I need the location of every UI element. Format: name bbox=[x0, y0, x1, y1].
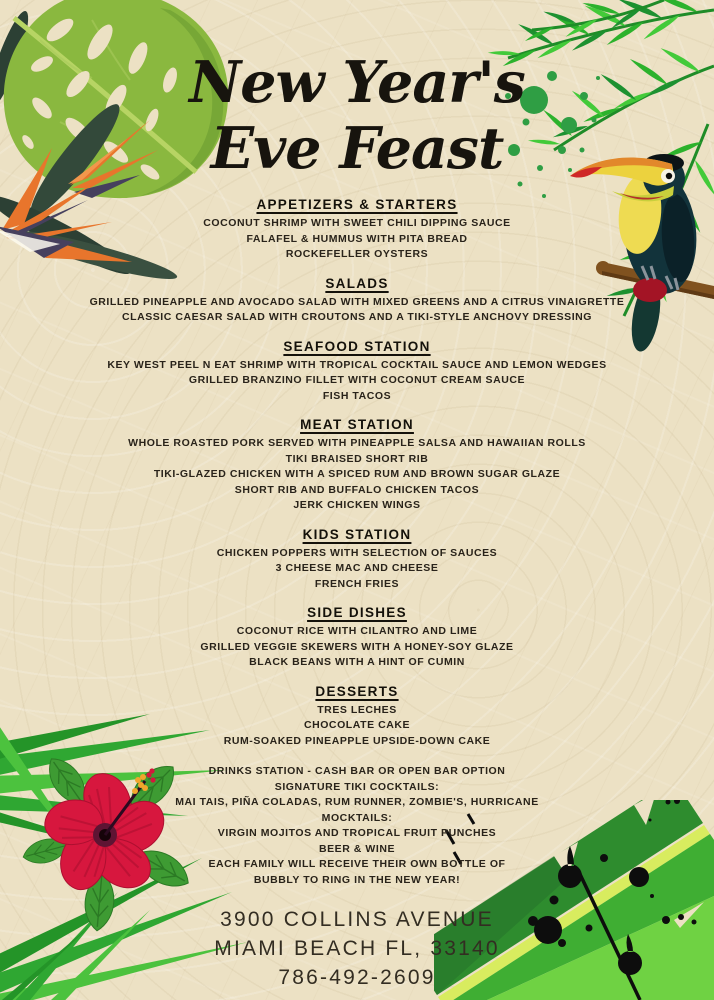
menu-item: BLACK BEANS WITH A HINT OF CUMIN bbox=[249, 656, 465, 668]
menu-item: CLASSIC CAESAR SALAD WITH CROUTONS AND A TIKI-STYLE ANCHOVY DRESSING bbox=[121, 311, 593, 323]
drinks-block bbox=[27, 764, 687, 888]
menu-item: TIKI BRAISED SHORT RIB bbox=[285, 452, 429, 465]
menu-item: 3 CHEESE MAC AND CHEESE bbox=[275, 562, 439, 574]
menu-item: GRILLED BRANZINO FILLET WITH COCONUT CREAM SAUCE bbox=[188, 374, 526, 386]
drinks-line: MOCKTAILS: bbox=[321, 811, 393, 824]
title-line-1: New Year's bbox=[189, 49, 525, 116]
menu-item: JERK CHICKEN WINGS bbox=[293, 499, 421, 511]
page-title bbox=[0, 50, 714, 182]
drinks-line: BEER & WINE bbox=[318, 842, 396, 855]
drinks-line: BUBBLY TO RING IN THE NEW YEAR! bbox=[253, 873, 461, 886]
section-heading: SALADS bbox=[325, 275, 389, 291]
menu-sections bbox=[27, 196, 687, 749]
address-line-2: MIAMI BEACH FL, 33140 bbox=[214, 937, 500, 960]
section-heading: KIDS STATION bbox=[302, 526, 412, 542]
drinks-line: MAI TAIS, PIÑA COLADAS, RUM RUNNER, ZOMBIE'S, HURRICANE bbox=[175, 796, 539, 808]
section-heading: SEAFOOD STATION bbox=[283, 338, 431, 354]
drinks-line: EACH FAMILY WILL RECEIVE THEIR OWN BOTTLE OF bbox=[208, 858, 506, 870]
menu-item: CHICKEN POPPERS WITH SELECTION OF SAUCES bbox=[216, 546, 498, 559]
title-line-2: Eve Feast bbox=[210, 115, 504, 182]
menu-section bbox=[27, 275, 687, 326]
menu-item: TRES LECHES bbox=[317, 703, 397, 716]
phone-number: 786-492-2609 bbox=[278, 966, 436, 989]
menu-item: SHORT RIB AND BUFFALO CHICKEN TACOS bbox=[234, 483, 480, 496]
section-heading: MEAT STATION bbox=[300, 417, 414, 432]
section-heading: APPETIZERS & STARTERS bbox=[256, 197, 458, 212]
menu-item: FRENCH FRIES bbox=[314, 577, 400, 590]
drinks-line: VIRGIN MOJITOS AND TROPICAL FRUIT PUNCHES bbox=[217, 827, 497, 839]
menu-item: COCONUT SHRIMP WITH SWEET CHILI DIPPING SAUCE bbox=[203, 217, 511, 229]
menu-section bbox=[27, 196, 687, 263]
menu-item: CHOCOLATE CAKE bbox=[303, 719, 411, 731]
drinks-line: DRINKS STATION - CASH BAR OR OPEN BAR OPTION bbox=[208, 765, 506, 777]
menu-section bbox=[27, 526, 687, 593]
menu-item: FISH TACOS bbox=[322, 389, 392, 402]
section-heading: DESSERTS bbox=[315, 683, 399, 699]
menu-item: COCONUT RICE WITH CILANTRO AND LIME bbox=[236, 625, 478, 637]
menu-section bbox=[27, 338, 687, 405]
menu-item: FALAFEL & HUMMUS WITH PITA BREAD bbox=[246, 232, 468, 245]
menu-section bbox=[27, 416, 687, 514]
drinks-line: SIGNATURE TIKI COCKTAILS: bbox=[274, 780, 440, 793]
section-heading: SIDE DISHES bbox=[307, 605, 407, 620]
footer bbox=[0, 905, 714, 992]
menu-item: WHOLE ROASTED PORK SERVED WITH PINEAPPLE SALSA AND HAWAIIAN ROLLS bbox=[128, 437, 586, 449]
menu-item: KEY WEST PEEL N EAT SHRIMP WITH TROPICAL COCKTAIL SAUCE AND LEMON WEDGES bbox=[107, 358, 607, 371]
menu-item: GRILLED VEGGIE SKEWERS WITH A HONEY-SOY GLAZE bbox=[200, 640, 514, 653]
menu-section bbox=[27, 683, 687, 750]
menu-item: TIKI-GLAZED CHICKEN WITH A SPICED RUM AND BROWN SUGAR GLAZE bbox=[153, 468, 561, 480]
menu-section bbox=[27, 604, 687, 671]
address-line-1: 3900 COLLINS AVENUE bbox=[220, 908, 494, 931]
menu-item: ROCKEFELLER OYSTERS bbox=[285, 248, 429, 260]
menu-item: GRILLED PINEAPPLE AND AVOCADO SALAD WITH MIXED GREENS AND A CITRUS VINAIGRETTE bbox=[89, 295, 625, 308]
menu-item: RUM-SOAKED PINEAPPLE UPSIDE-DOWN CAKE bbox=[223, 734, 491, 747]
